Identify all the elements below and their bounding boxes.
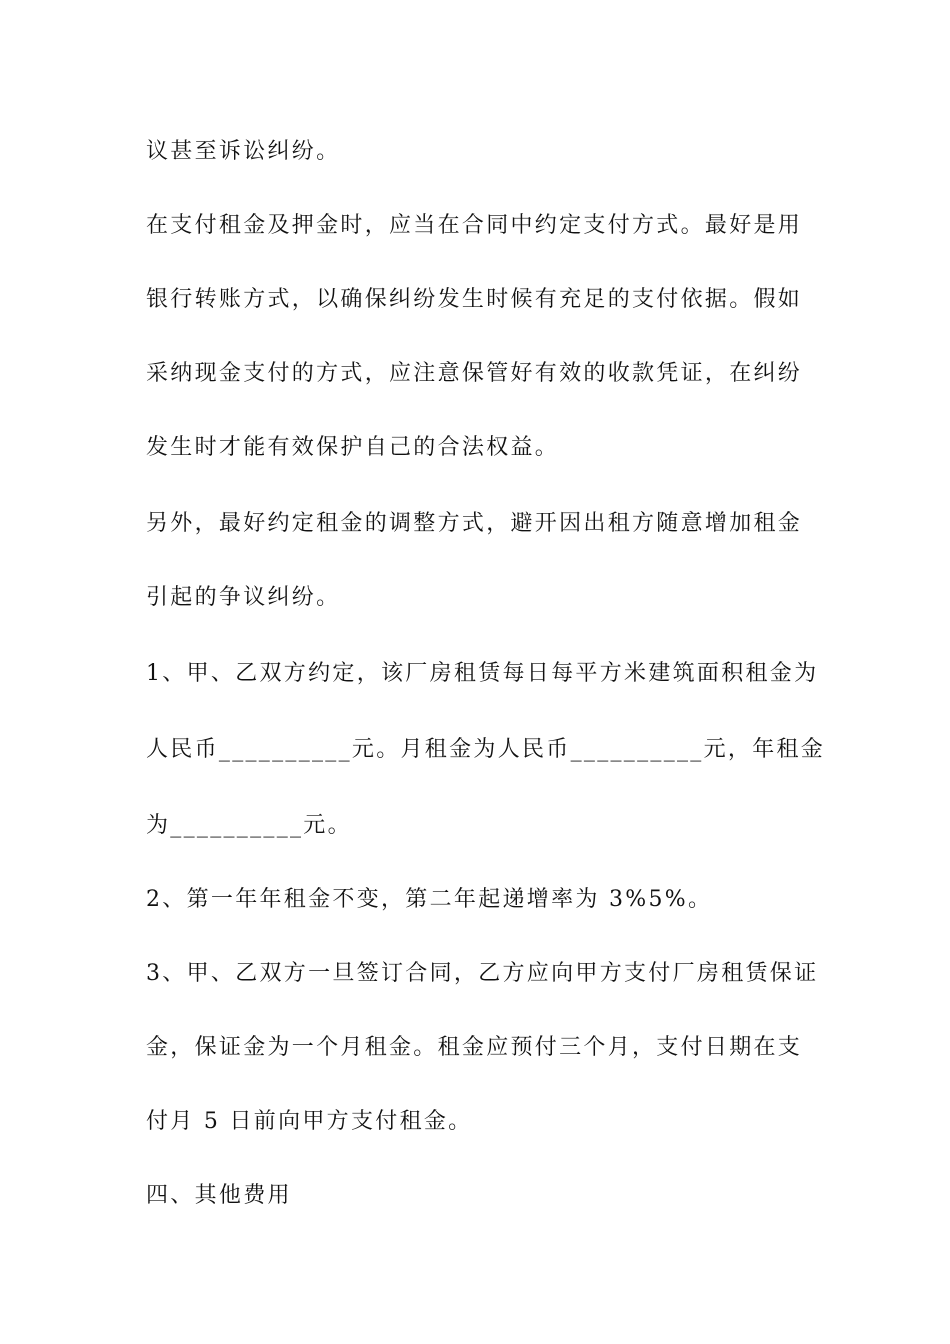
text-line-14: 付月 5 日前向甲方支付租金。 xyxy=(146,1109,473,1134)
text-line-3: 银行转账方式，以确保纠纷发生时候有充足的支付依据。假如 xyxy=(146,287,803,312)
text-line-10: 为__________元。 xyxy=(146,813,352,838)
section-heading-other-fees: 四、其他费用 xyxy=(146,1183,292,1208)
text-line-8: 1、甲、乙双方约定，该厂房租赁每日每平方米建筑面积租金为 xyxy=(146,661,819,686)
text-line-4: 采纳现金支付的方式，应注意保管好有效的收款凭证，在纠纷 xyxy=(146,361,803,386)
text-line-2: 在支付租金及押金时，应当在合同中约定支付方式。最好是用 xyxy=(146,213,803,238)
text-line-1: 议甚至诉讼纠纷。 xyxy=(146,139,341,164)
text-line-6: 另外，最好约定租金的调整方式，避开因出租方随意增加租金 xyxy=(146,511,803,536)
text-line-12: 3、甲、乙双方一旦签订合同，乙方应向甲方支付厂房租赁保证 xyxy=(146,961,819,986)
text-line-7: 引起的争议纠纷。 xyxy=(146,585,341,610)
text-line-9: 人民币__________元。月租金为人民币__________元，年租金 xyxy=(146,737,826,762)
text-line-11: 2、第一年年租金不变，第二年起递增率为 3%5%。 xyxy=(146,887,713,912)
text-line-5: 发生时才能有效保护自己的合法权益。 xyxy=(146,435,560,460)
text-line-13: 金，保证金为一个月租金。租金应预付三个月，支付日期在支 xyxy=(146,1035,803,1060)
